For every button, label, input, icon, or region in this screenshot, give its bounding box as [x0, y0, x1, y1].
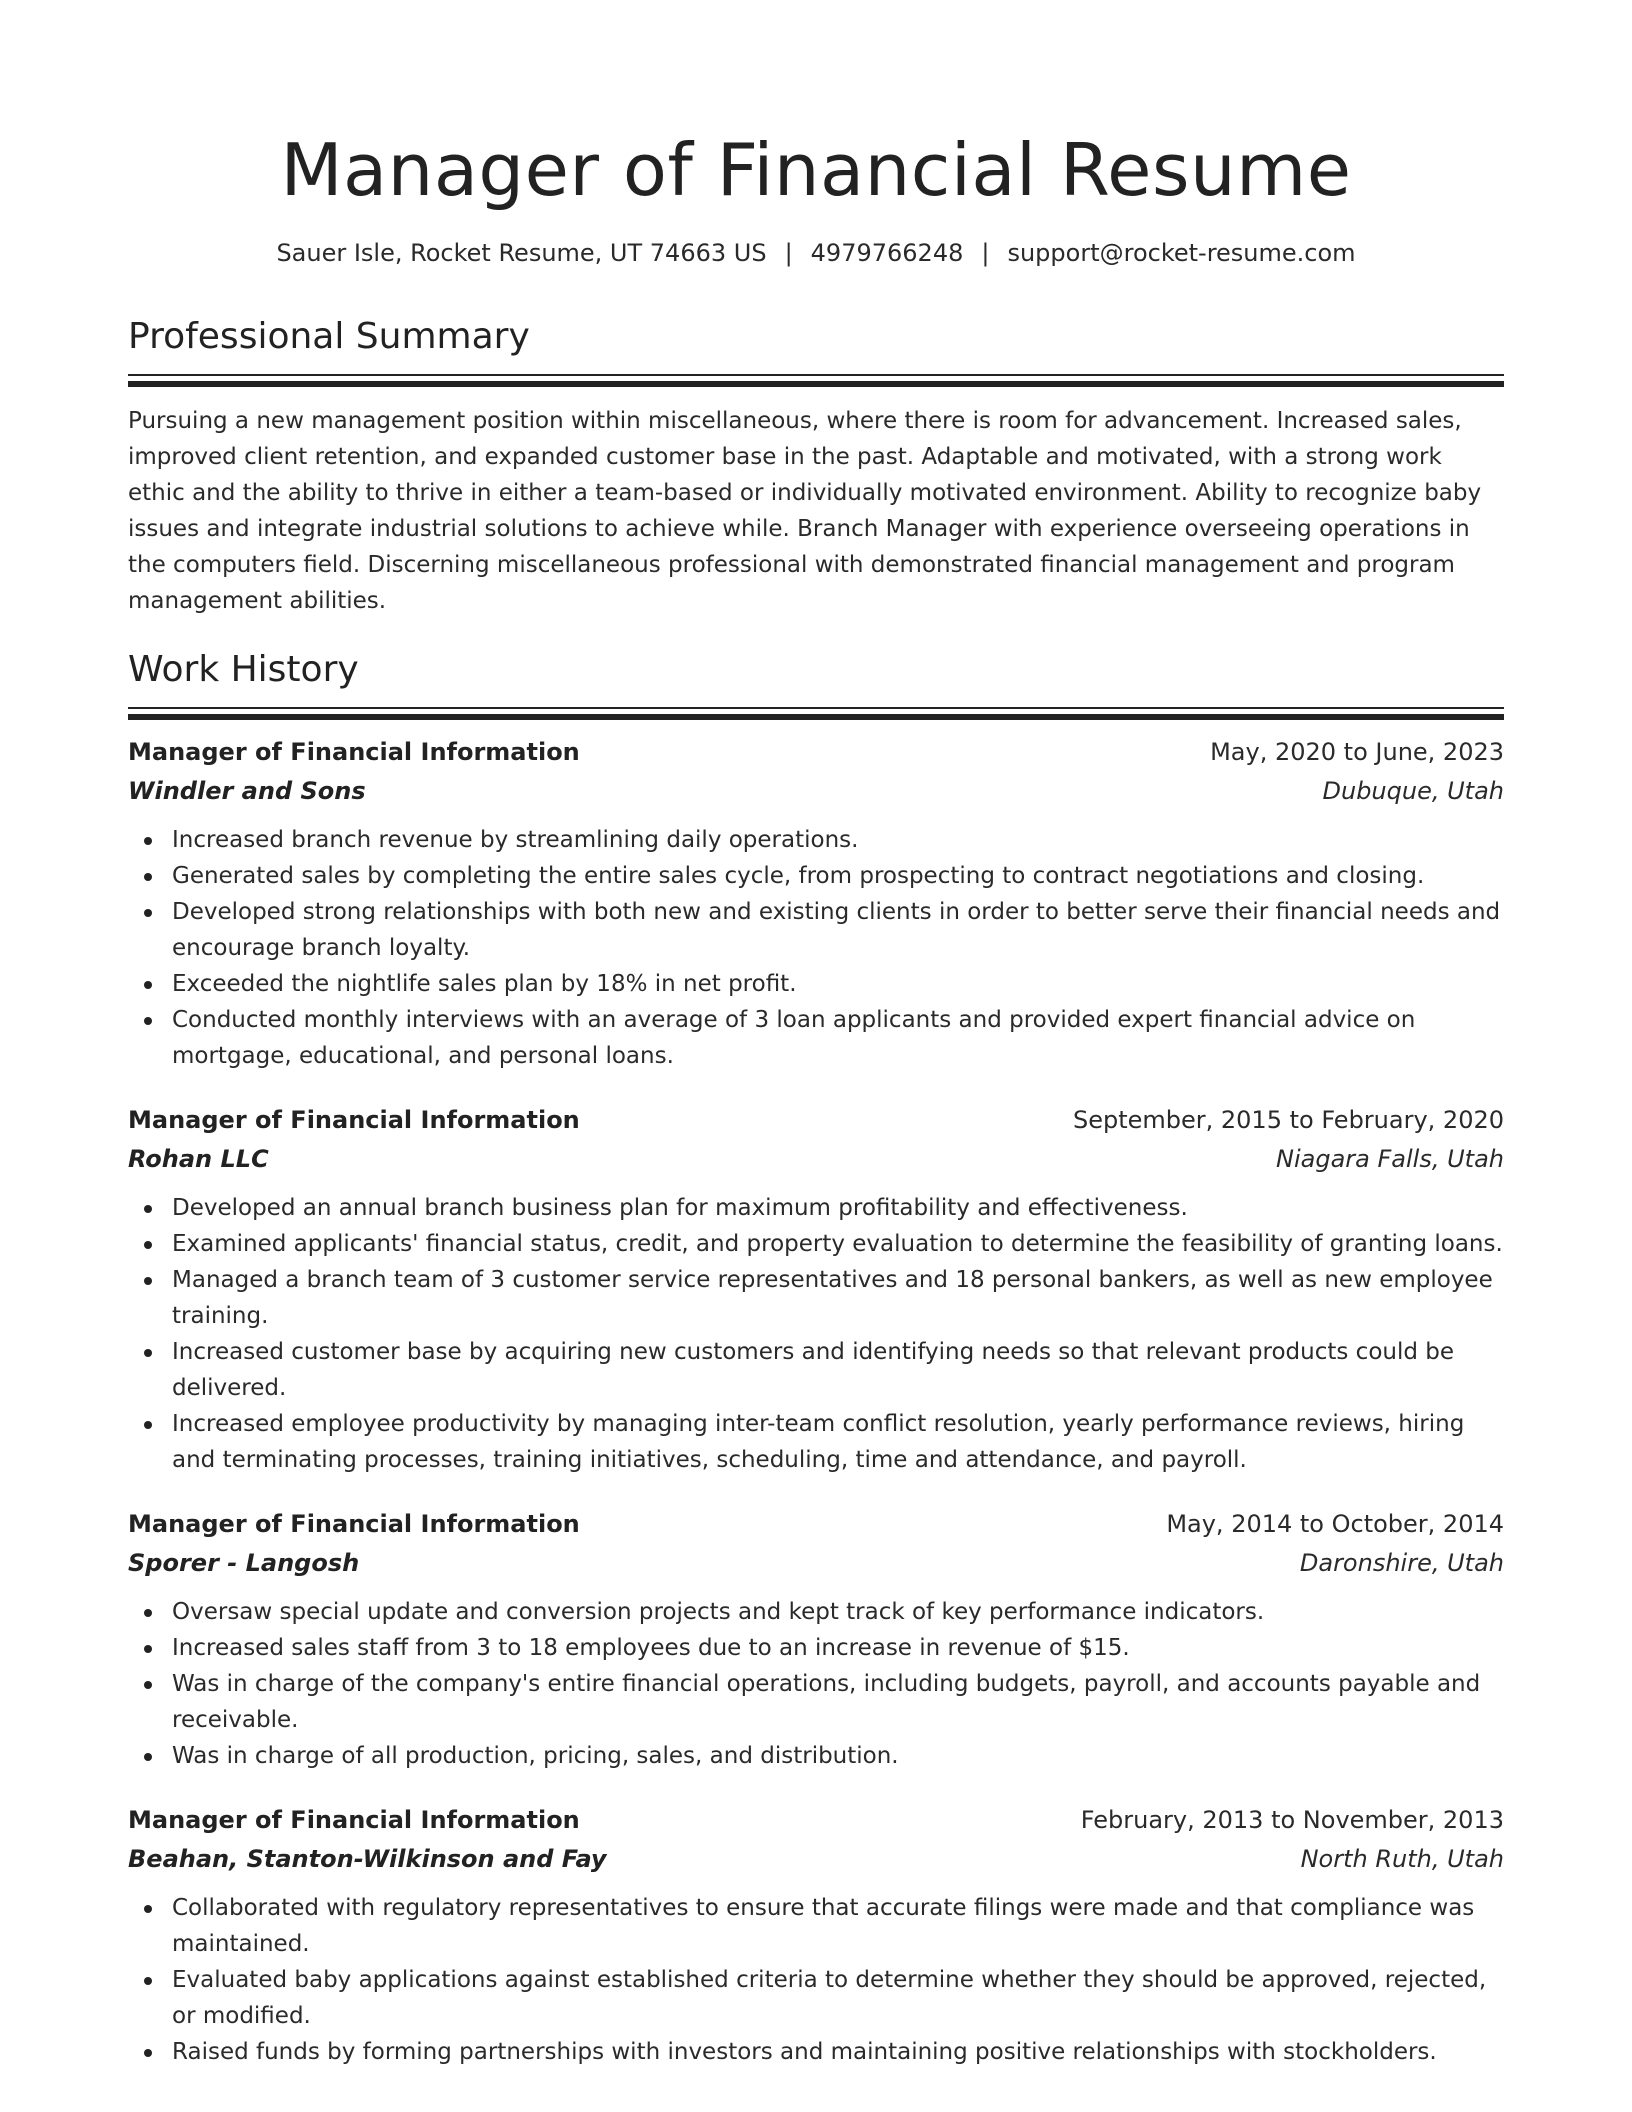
section-heading-summary: Professional Summary — [128, 316, 530, 357]
job-bullet: Increased sales staff from 3 to 18 employees due to an increase in revenue of $15. — [172, 1630, 1504, 1666]
contact-phone: 4979766248 — [810, 239, 964, 267]
job-company: Sporer - Langosh — [128, 1549, 360, 1577]
job-bullet: Raised funds by forming partnerships with investors and maintaining positive relationships with stockholders. — [172, 2034, 1504, 2070]
section-divider — [128, 374, 1504, 387]
contact-separator: | — [981, 239, 990, 267]
job-bullet: Developed strong relationships with both new and existing clients in order to better serve their financial needs and encourage branch loyalty. — [172, 894, 1504, 966]
job-entry — [128, 732, 1504, 1074]
job-entry — [128, 1100, 1504, 1478]
job-dates: May, 2014 to October, 2014 — [1166, 1510, 1504, 1538]
job-bullets — [128, 822, 1504, 1074]
job-bullet: Was in charge of all production, pricing, sales, and distribution. — [172, 1738, 1504, 1774]
job-title: Manager of Financial Information — [128, 738, 580, 766]
job-title: Manager of Financial Information — [128, 1106, 580, 1134]
job-subheader — [128, 772, 1504, 810]
job-subheader — [128, 1140, 1504, 1178]
job-bullet: Increased employee productivity by managing inter-team conflict resolution, yearly performance reviews, hiring and terminating processes, training initiatives, scheduling, time and attendance, and payroll. — [172, 1406, 1504, 1478]
job-bullets — [128, 1190, 1504, 1478]
job-company: Beahan, Stanton-Wilkinson and Fay — [128, 1845, 607, 1873]
job-header — [128, 1504, 1504, 1544]
section-heading-work-history: Work History — [128, 649, 359, 690]
summary-text: Pursuing a new management position within miscellaneous, where there is room for advancement. Increased sales, improved client retention, and expanded customer base in the past. Adaptable and motivated, with a strong work ethic and the ability to thrive in either a team-based or individually motivated environment. Ability to recognize baby issues and integrate industrial solutions to achieve while. Branch Manager with experience overseeing operations in the computers field. Discerning miscellaneous professional with demonstrated financial management and program management abilities. — [128, 408, 1482, 614]
job-entry — [128, 1800, 1504, 2070]
job-entry — [128, 1504, 1504, 1774]
job-header — [128, 1100, 1504, 1140]
job-bullet: Developed an annual branch business plan for maximum profitability and effectiveness. — [172, 1190, 1504, 1226]
section-divider — [128, 707, 1504, 720]
job-dates: September, 2015 to February, 2020 — [1072, 1106, 1504, 1134]
contact-separator: | — [784, 239, 793, 267]
contact-email: support@rocket-resume.com — [1007, 239, 1356, 267]
job-header — [128, 1800, 1504, 1840]
job-company: Windler and Sons — [128, 777, 366, 805]
job-bullet: Generated sales by completing the entire sales cycle, from prospecting to contract negotiations and closing. — [172, 858, 1504, 894]
job-bullets — [128, 1594, 1504, 1774]
job-location: Niagara Falls, Utah — [1276, 1145, 1504, 1173]
job-header — [128, 732, 1504, 772]
job-bullet: Collaborated with regulatory representatives to ensure that accurate filings were made and that compliance was maintained. — [172, 1890, 1504, 1962]
job-bullet: Evaluated baby applications against established criteria to determine whether they should be approved, rejected, or modified. — [172, 1962, 1504, 2034]
job-bullet: Increased branch revenue by streamlining daily operations. — [172, 822, 1504, 858]
job-bullet: Exceeded the nightlife sales plan by 18% in net profit. — [172, 966, 1504, 1002]
job-bullet: Oversaw special update and conversion projects and kept track of key performance indicators. — [172, 1594, 1504, 1630]
job-location: North Ruth, Utah — [1300, 1845, 1504, 1873]
job-location: Daronshire, Utah — [1299, 1549, 1504, 1577]
job-bullet: Conducted monthly interviews with an average of 3 loan applicants and provided expert financial advice on mortgage, educational, and personal loans. — [172, 1002, 1504, 1074]
job-location: Dubuque, Utah — [1322, 777, 1504, 805]
job-bullet: Increased customer base by acquiring new customers and identifying needs so that relevant products could be delivered. — [172, 1334, 1504, 1406]
job-bullet: Was in charge of the company's entire financial operations, including budgets, payroll, and accounts payable and receivable. — [172, 1666, 1504, 1738]
contact-line — [128, 236, 1504, 270]
page-title: Manager of Financial Resume — [280, 128, 1352, 212]
job-title: Manager of Financial Information — [128, 1510, 580, 1538]
job-title: Manager of Financial Information — [128, 1806, 580, 1834]
job-dates: May, 2020 to June, 2023 — [1210, 738, 1504, 766]
job-dates: February, 2013 to November, 2013 — [1080, 1806, 1504, 1834]
job-subheader — [128, 1840, 1504, 1878]
job-bullet: Examined applicants' financial status, credit, and property evaluation to determine the feasibility of granting loans. — [172, 1226, 1504, 1262]
job-subheader — [128, 1544, 1504, 1582]
contact-address: Sauer Isle, Rocket Resume, UT 74663 US — [276, 239, 767, 267]
job-bullet: Managed a branch team of 3 customer service representatives and 18 personal bankers, as well as new employee training. — [172, 1262, 1504, 1334]
job-company: Rohan LLC — [128, 1145, 269, 1173]
job-bullets — [128, 1890, 1504, 2070]
